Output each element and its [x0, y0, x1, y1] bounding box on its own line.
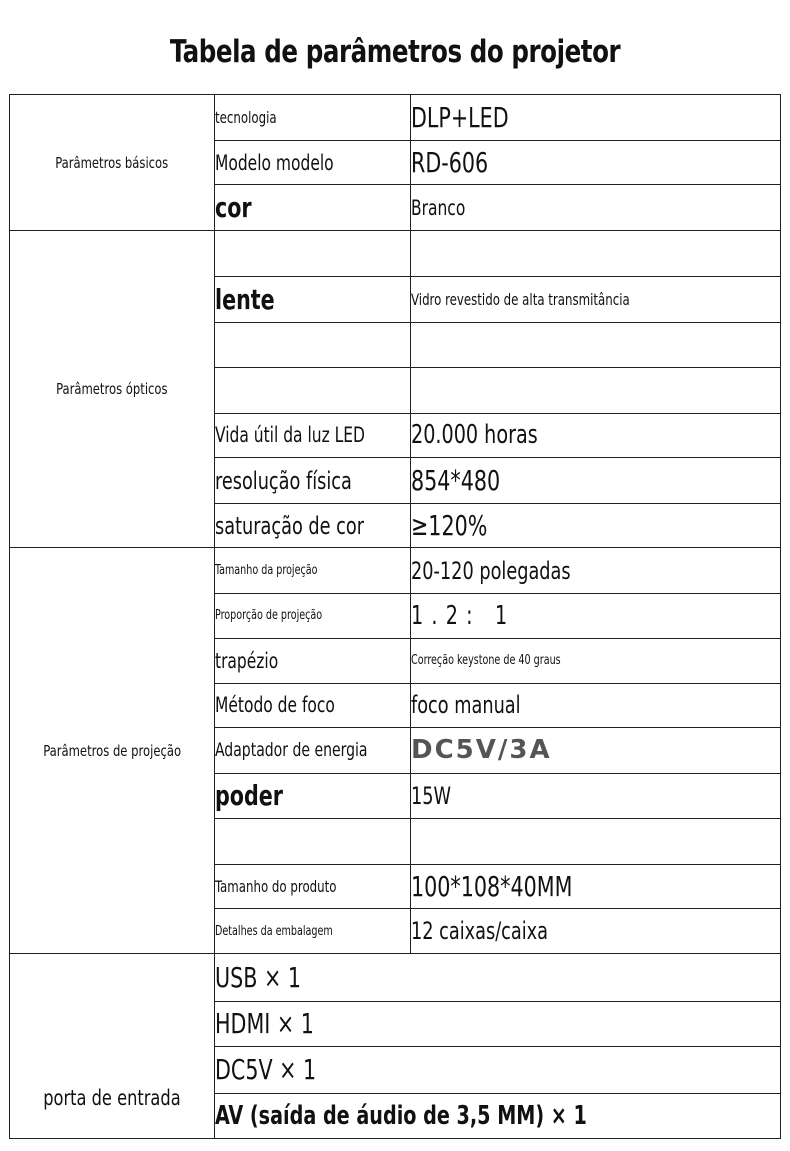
label-cell: [215, 231, 411, 276]
value-cell: Vidro revestido de alta transmitância: [411, 276, 781, 322]
port-item: DC5V × 1: [215, 1046, 781, 1093]
label-cell: Adaptador de energia: [215, 727, 411, 773]
label-cell: Detalhes da embalagem: [215, 909, 411, 954]
table-row: [10, 954, 781, 1001]
label-cell: Método de foco: [215, 683, 411, 727]
value-cell: 1.2: 1: [411, 594, 781, 638]
value-cell: [411, 231, 781, 276]
table-row: [10, 548, 781, 594]
value-cell: DC5V/3A: [411, 727, 781, 773]
group-input: porta de entrada: [10, 954, 215, 1139]
label-cell: Tamanho da projeção: [215, 548, 411, 594]
value-cell: 100*108*40MM: [411, 865, 781, 909]
label-cell: resolução física: [215, 458, 411, 504]
label-cell: Vida útil da luz LED: [215, 413, 411, 457]
label-cell: lente: [215, 276, 411, 322]
label-cell: cor: [215, 185, 411, 231]
value-cell: 12 caixas/caixa: [411, 909, 781, 954]
value-cell: [411, 322, 781, 367]
value-cell: RD-606: [411, 141, 781, 185]
projector-spec-table: [9, 94, 781, 1139]
value-cell: 20-120 polegadas: [411, 548, 781, 594]
label-cell: Tamanho do produto: [215, 865, 411, 909]
value-cell: [411, 367, 781, 413]
table-row: [10, 95, 781, 141]
value-cell: DLP+LED: [411, 95, 781, 141]
port-item: AV (saída de áudio de 3,5 MM) × 1: [215, 1093, 781, 1138]
value-cell: [411, 819, 781, 865]
group-projection: Parâmetros de projeção: [10, 548, 215, 954]
value-cell: 854*480: [411, 458, 781, 504]
label-cell: poder: [215, 773, 411, 818]
label-cell: [215, 819, 411, 865]
port-item: HDMI × 1: [215, 1001, 781, 1046]
group-basic: Parâmetros básicos: [10, 95, 215, 231]
value-cell: Branco: [411, 185, 781, 231]
port-item: USB × 1: [215, 954, 781, 1001]
value-cell: ≥120%: [411, 504, 781, 548]
value-cell: 20.000 horas: [411, 413, 781, 457]
table-row: [10, 231, 781, 276]
group-optical: Parâmetros ópticos: [10, 231, 215, 548]
label-cell: [215, 367, 411, 413]
label-cell: Proporção de projeção: [215, 594, 411, 638]
value-cell: Correção keystone de 40 graus: [411, 638, 781, 683]
label-cell: trapézio: [215, 638, 411, 683]
value-cell: 15W: [411, 773, 781, 818]
label-cell: saturação de cor: [215, 504, 411, 548]
value-cell: foco manual: [411, 683, 781, 727]
page-title: Tabela de parâmetros do projetor: [169, 34, 621, 70]
label-cell: Modelo modelo: [215, 141, 411, 185]
label-cell: [215, 322, 411, 367]
label-cell: tecnologia: [215, 95, 411, 141]
